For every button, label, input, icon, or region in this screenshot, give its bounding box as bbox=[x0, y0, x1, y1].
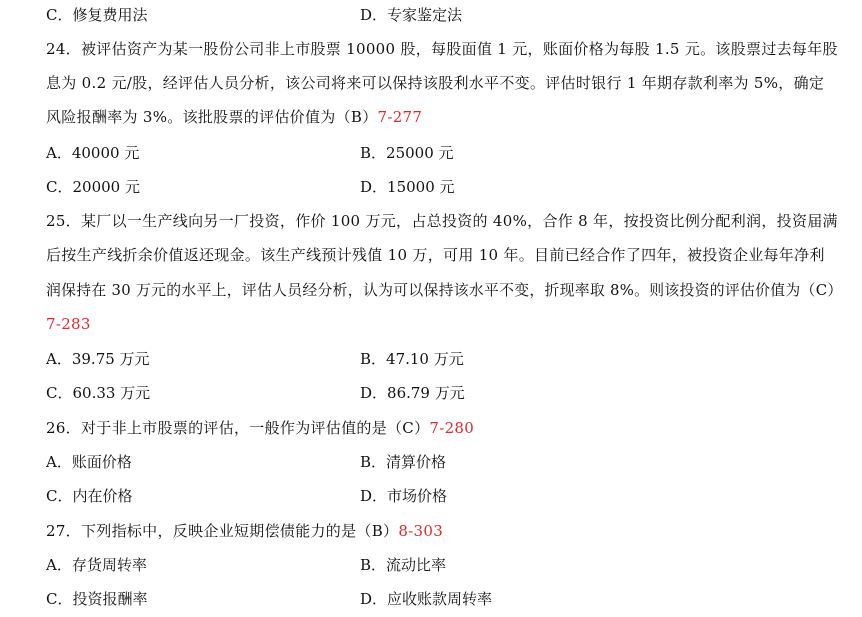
q26-option-d: D．市场价格 bbox=[360, 487, 448, 505]
q23-option-d: D．专家鉴定法 bbox=[360, 6, 463, 24]
q24-option-b: B．25000 元 bbox=[360, 144, 454, 162]
q27-option-c: C．投资报酬率 bbox=[46, 590, 148, 608]
q26-option-c: C．内在价格 bbox=[46, 487, 133, 505]
q25-option-b: B．47.10 万元 bbox=[360, 350, 464, 368]
q26-option-b: B．清算价格 bbox=[360, 453, 447, 471]
q25-stem-line-1: 25．某厂以一生产线向另一厂投资，作价 100 万元，占总投资的 40%，合作 8 年，按投资比例分配利润，投资届满 bbox=[46, 212, 838, 230]
q24-stem-line-1: 24．被评估资产为某一股份公司非上市股票 10000 股，每股面值 1 元，账面价格为每股 1.5 元。该股票过去每年股 bbox=[46, 40, 838, 58]
q25-option-d: D．86.79 万元 bbox=[360, 384, 465, 402]
q27-stem-text: 27．下列指标中，反映企业短期偿债能力的是（B） bbox=[46, 522, 399, 540]
q24-option-d: D．15000 元 bbox=[360, 178, 455, 196]
q26-stem-line-1 bbox=[46, 418, 826, 438]
q26-stem-text: 26．对于非上市股票的评估，一般作为评估值的是（C） bbox=[46, 419, 430, 437]
q25-stem-line-2: 后按生产线折余价值返还现金。该生产线预计残值 10 万，可用 10 年。目前已经合作了四年，被投资企业每年净利 bbox=[46, 246, 825, 264]
q24-stem-line-3 bbox=[46, 107, 826, 127]
q25-option-a: A．39.75 万元 bbox=[46, 350, 150, 368]
q27-page-reference: 8-303 bbox=[398, 522, 444, 540]
q24-stem-text: 风险报酬率为 3%。该批股票的评估价值为（B） bbox=[46, 108, 378, 126]
q27-stem-line-1 bbox=[46, 521, 826, 541]
q27-option-d: D．应收账款周转率 bbox=[360, 590, 493, 608]
q24-page-reference: 7-277 bbox=[377, 108, 423, 126]
q27-option-b: B．流动比率 bbox=[360, 556, 447, 574]
q24-option-c: C．20000 元 bbox=[46, 178, 140, 196]
q26-page-reference: 7-280 bbox=[429, 419, 475, 437]
q25-option-c: C．60.33 万元 bbox=[46, 384, 151, 402]
q23-option-c: C．修复费用法 bbox=[46, 6, 148, 24]
q25-page-reference: 7-283 bbox=[46, 315, 91, 333]
q26-option-a: A．账面价格 bbox=[46, 453, 132, 471]
q24-option-a: A．40000 元 bbox=[46, 144, 140, 162]
q24-stem-line-2: 息为 0.2 元/股，经评估人员分析，该公司将来可以保持该股利水平不变。评估时银行 1 年期存款利率为 5%，确定 bbox=[46, 74, 825, 92]
q25-stem-line-3: 润保持在 30 万元的水平上，评估人员经分析，认为可以保持该水平不变，折现率取 8%。则该投资的评估价值为（C） bbox=[46, 281, 843, 299]
q27-option-a: A．存货周转率 bbox=[46, 556, 147, 574]
